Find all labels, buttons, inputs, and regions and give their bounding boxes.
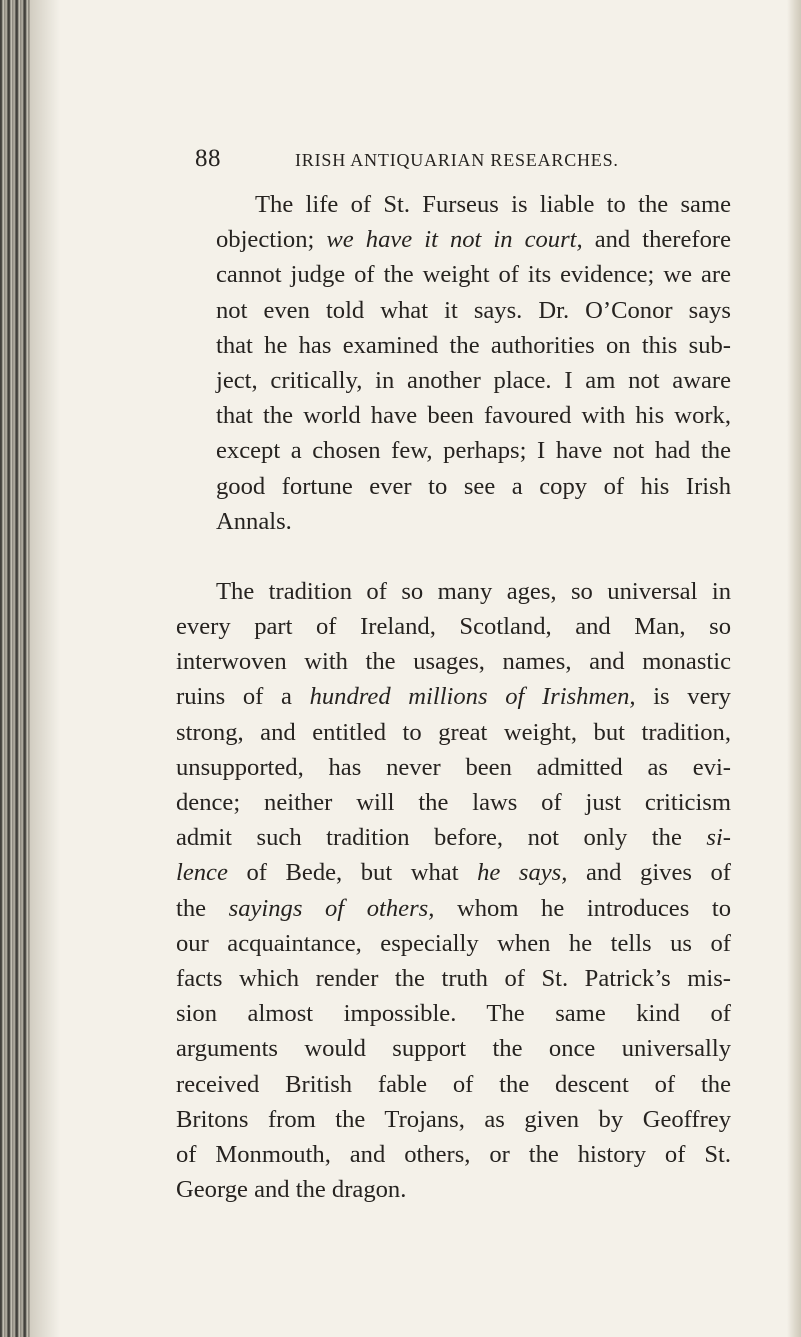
text-line bbox=[176, 820, 731, 855]
text-line: good fortune ever to see a copy of his Irish bbox=[216, 472, 731, 500]
text-line: Britons from the Trojans, as given by Geoffrey bbox=[176, 1105, 731, 1133]
text-line: that he has examined the authorities on this sub- bbox=[216, 331, 731, 359]
italic-run: lence bbox=[176, 859, 228, 887]
text-run: of Bede, but what bbox=[227, 859, 478, 887]
text-line: that the world have been favoured with his work, bbox=[216, 402, 731, 430]
italic-run: he says, bbox=[477, 859, 568, 887]
text-line: dence; neither will the laws of just criticism bbox=[176, 789, 731, 816]
italic-run: hundred millions of Irishmen, bbox=[309, 683, 636, 711]
text-line bbox=[216, 222, 731, 257]
book-binding-edge bbox=[0, 0, 30, 1337]
text-run: and gives of bbox=[567, 859, 731, 887]
text-run: ruins of a bbox=[176, 683, 310, 711]
italic-run: sayings of others, bbox=[228, 894, 435, 922]
text-line: ject, critically, in another place. I am not aware bbox=[216, 366, 731, 394]
page-number: 88 bbox=[195, 145, 221, 172]
text-run: and therefore bbox=[582, 226, 731, 254]
body-text bbox=[176, 187, 732, 1207]
text-line: of Monmouth, and others, or the history of St. bbox=[176, 1140, 731, 1168]
page-header bbox=[195, 145, 685, 173]
text-line: interwoven with the usages, names, and monastic bbox=[176, 648, 731, 676]
page-right-edge bbox=[787, 0, 801, 1337]
text-line: The life of St. Furseus is liable to the same bbox=[255, 191, 731, 218]
text-line: The tradition of so many ages, so universal in bbox=[216, 577, 731, 605]
gutter-shadow bbox=[30, 0, 60, 1337]
text-line: cannot judge of the weight of its evidence; we are bbox=[216, 261, 731, 289]
text-line bbox=[176, 855, 731, 890]
text-line: every part of Ireland, Scotland, and Man, so bbox=[176, 613, 731, 641]
text-line: George and the dragon. bbox=[176, 1176, 407, 1204]
paragraph-2 bbox=[176, 574, 732, 1207]
text-line bbox=[176, 891, 731, 926]
paragraph-1 bbox=[216, 187, 731, 539]
text-line: facts which render the truth of St. Patrick’s mis- bbox=[176, 964, 731, 992]
text-line: except a chosen few, perhaps; I have not had the bbox=[216, 437, 731, 465]
text-line: received British fable of the descent of the bbox=[176, 1070, 731, 1098]
text-line: Annals. bbox=[216, 507, 292, 535]
text-line: not even told what it says. Dr. O’Conor says bbox=[216, 296, 731, 324]
text-line: strong, and entitled to great weight, but tradition, bbox=[176, 718, 731, 746]
text-run: the bbox=[176, 894, 229, 922]
italic-run: we have it not in court, bbox=[326, 226, 583, 254]
text-line: unsupported, has never been admitted as evi- bbox=[176, 753, 731, 781]
italic-run: si- bbox=[706, 824, 731, 852]
text-line bbox=[176, 679, 731, 714]
running-head: IRISH ANTIQUARIAN RESEARCHES. bbox=[295, 150, 619, 170]
text-run: whom he introduces to bbox=[434, 894, 732, 922]
text-run: is very bbox=[635, 683, 731, 711]
text-run: admit such tradition before, not only the bbox=[176, 824, 707, 852]
text-line: arguments would support the once universally bbox=[176, 1035, 731, 1063]
text-line: sion almost impossible. The same kind of bbox=[176, 1000, 731, 1028]
text-line: our acquaintance, especially when he tells us of bbox=[176, 929, 731, 957]
text-run: objection; bbox=[216, 226, 327, 254]
